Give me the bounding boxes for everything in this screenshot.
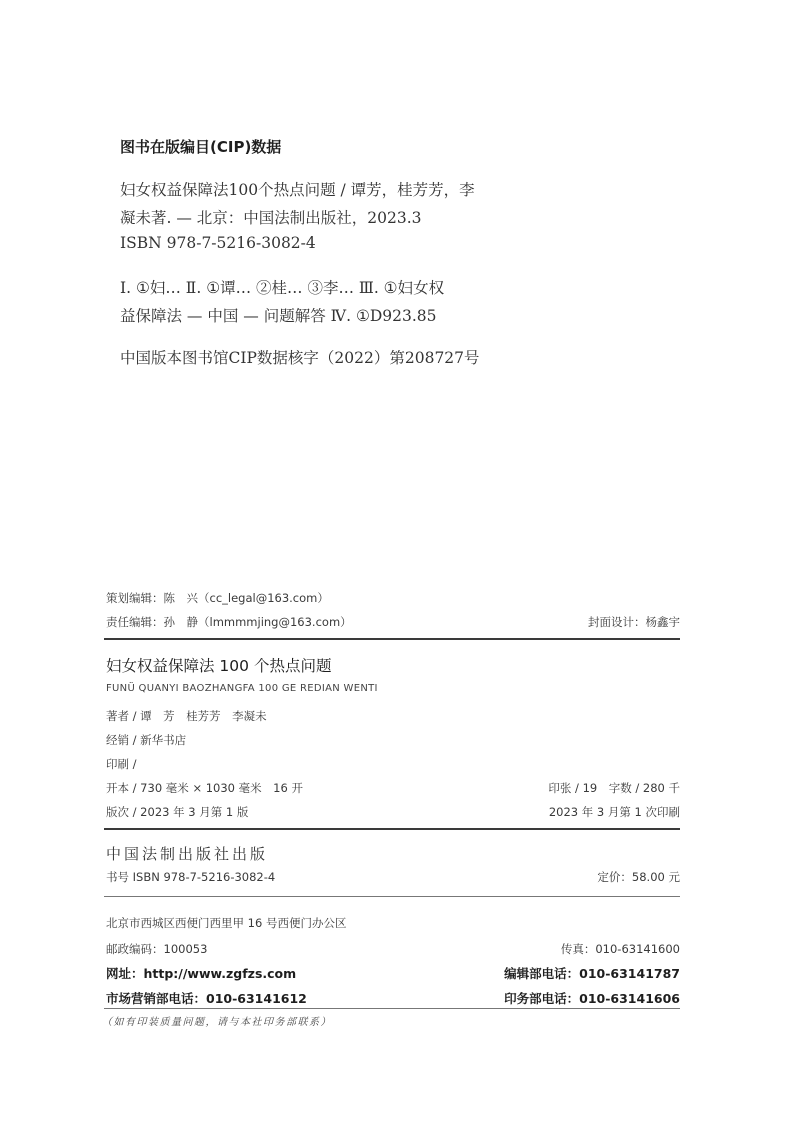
publisher-name: 中国法制出版社出版 [106,845,269,863]
cover-designer: 封面设计：杨鑫宇 [588,615,680,629]
address: 北京市西城区西便门西里甲 16 号西便门办公区 [106,916,347,930]
authors: 著者 / 谭 芳 桂芳芳 李凝未 [106,709,267,723]
marketing-phone: 市场营销部电话：010-63141612 [106,991,307,1006]
edition: 版次 / 2023 年 3 月第 1 版 [106,805,249,819]
cip-title-line: 妇女权益保障法100个热点问题 / 谭芳，桂芳芳，李 [120,181,475,199]
book-title-pinyin: FUNÜ QUANYI BAOZHANGFA 100 GE REDIAN WENTI [106,683,378,694]
cip-classification-line-2: 益保障法 — 中国 — 问题解答 Ⅳ. ①D923.85 [120,307,437,325]
middle-divider [104,828,680,830]
fax: 传真：010-63141600 [560,942,680,956]
postcode: 邮政编码：100053 [106,942,208,956]
cip-verification-number: 中国版本图书馆CIP数据核字（2022）第208727号 [120,349,480,367]
distributor: 经销 / 新华书店 [106,733,187,747]
thin-divider [104,896,680,897]
editorial-phone: 编辑部电话：010-63141787 [504,966,680,981]
cip-isbn: ISBN 978-7-5216-3082-4 [120,234,316,252]
planning-editor: 策划编辑：陈 兴（cc_legal@163.com） [106,591,329,605]
bottom-divider [104,1008,680,1009]
price: 定价：58.00 元 [597,870,680,884]
cip-publication-line: 凝未著. — 北京：中国法制出版社，2023.3 [120,209,422,227]
cip-classification-line-1: Ⅰ. ①妇… Ⅱ. ①谭… ②桂… ③李… Ⅲ. ①妇女权 [120,279,445,297]
website: 网址：http://www.zgfzs.com [106,966,297,981]
book-number: 书号 ISBN 978-7-5216-3082-4 [106,870,276,884]
quality-note: （如有印装质量问题，请与本社印务部联系） [102,1017,332,1028]
sheets-wordcount: 印张 / 19 字数 / 280 千 [548,781,680,795]
responsible-editor: 责任编辑：孙 静（lmmmmjing@163.com） [106,615,352,629]
printer: 印刷 / [106,757,137,771]
top-divider [104,638,680,640]
impression: 2023 年 3 月第 1 次印刷 [548,805,680,819]
format: 开本 / 730 毫米 × 1030 毫米 16 开 [106,781,303,795]
cip-title: 图书在版编目(CIP)数据 [120,138,282,156]
book-title: 妇女权益保障法 100 个热点问题 [106,657,332,675]
printing-dept-phone: 印务部电话：010-63141606 [504,991,680,1006]
